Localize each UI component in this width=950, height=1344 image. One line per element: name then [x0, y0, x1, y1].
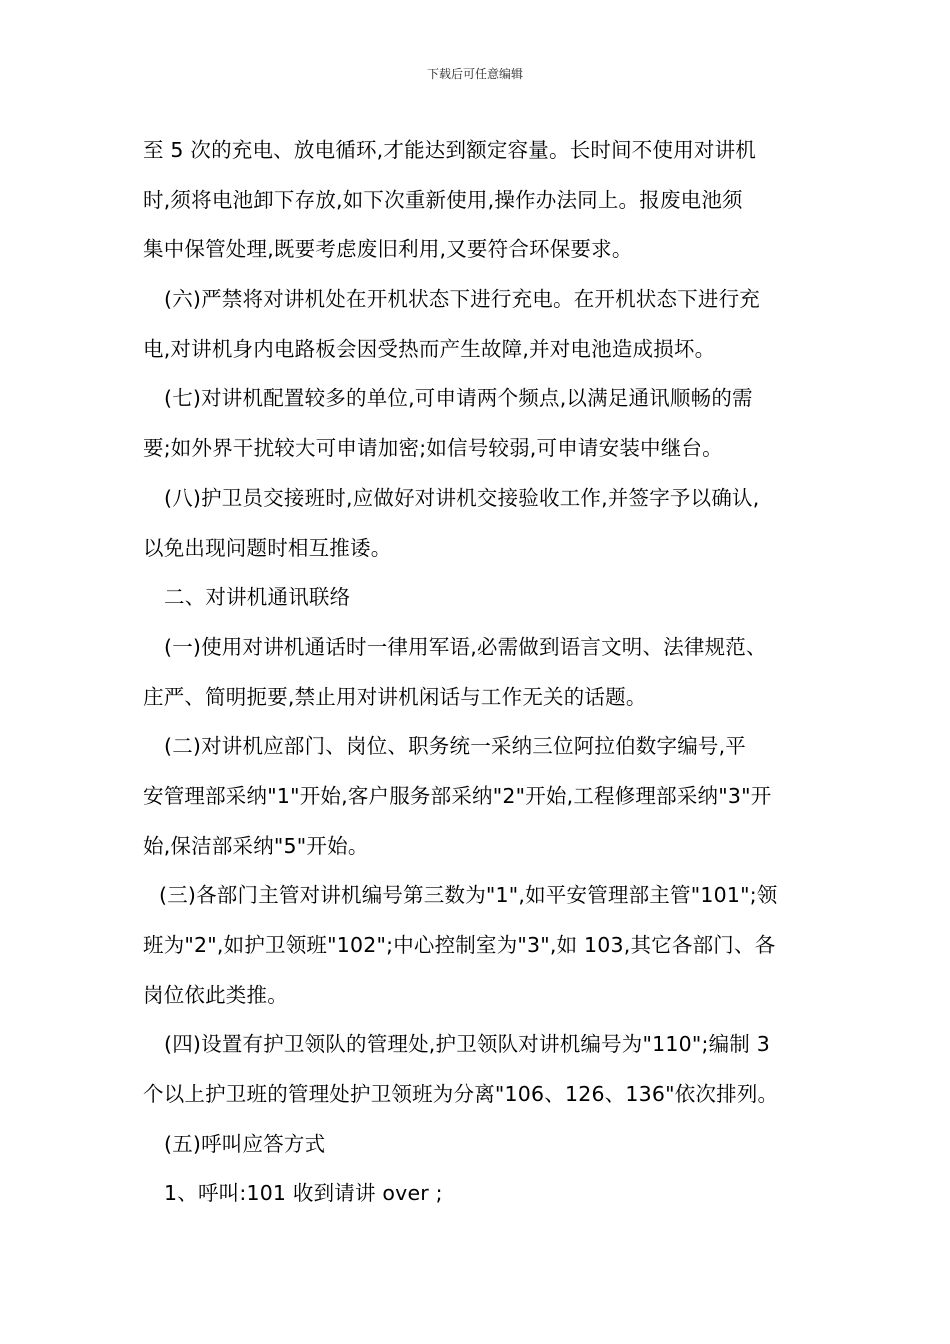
body-line: 以免出现问题时相互推诿。	[143, 535, 392, 560]
body-line: 时,须将电池卸下存放,如下次重新使用,操作办法同上。报废电池须	[143, 187, 743, 212]
body-line: (七)对讲机配置较多的单位,可申请两个频点,以满足通讯顺畅的需	[164, 386, 753, 411]
body-line: (八)护卫员交接班时,应做好对讲机交接验收工作,并签字予以确认,	[164, 485, 760, 510]
body-line: 要;如外界干扰较大可申请加密;如信号较弱,可申请安装中继台。	[143, 436, 723, 461]
section-heading: 二、对讲机通讯联络	[164, 585, 351, 610]
body-line: 至 5 次的充电、放电循环,才能达到额定容量。长时间不使用对讲机	[143, 138, 756, 162]
document-body	[143, 126, 823, 1219]
body-line: (五)呼叫应答方式	[164, 1131, 326, 1156]
body-line: (一)使用对讲机通话时一律用军语,必需做到语言文明、法律规范、	[164, 634, 767, 659]
body-line: 安管理部采纳"1"开始,客户服务部采纳"2"开始,工程修理部采纳"3"开	[143, 783, 772, 808]
body-line: (二)对讲机应部门、岗位、职务统一采纳三位阿拉伯数字编号,平	[164, 734, 747, 759]
body-line: 班为"2",如护卫领班"102";中心控制室为"3",如 103,其它各部门、各	[143, 933, 776, 957]
body-line: 电,对讲机身内电路板会因受热而产生故障,并对电池造成损坏。	[143, 336, 716, 361]
page-header: 下载后可任意编辑	[426, 67, 523, 81]
body-line: 集中保管处理,既要考虑废旧利用,又要符合环保要求。	[143, 237, 633, 262]
body-line: (三)各部门主管对讲机编号第三数为"1",如平安管理部主管"101";领	[159, 883, 778, 908]
body-line: 庄严、简明扼要,禁止用对讲机闲话与工作无关的话题。	[143, 684, 647, 709]
body-line: 个以上护卫班的管理处护卫领班为分离"106、126、136"依次排列。	[143, 1082, 779, 1107]
body-line: (六)严禁将对讲机处在开机状态下进行充电。在开机状态下进行充	[164, 287, 760, 312]
body-line: (四)设置有护卫领队的管理处,护卫领队对讲机编号为"110";编制 3	[164, 1032, 770, 1057]
body-line: 始,保洁部采纳"5"开始。	[143, 833, 369, 858]
body-line: 1、呼叫:101 收到请讲 over ;	[164, 1181, 443, 1206]
body-line: 岗位依此类推。	[143, 982, 288, 1007]
